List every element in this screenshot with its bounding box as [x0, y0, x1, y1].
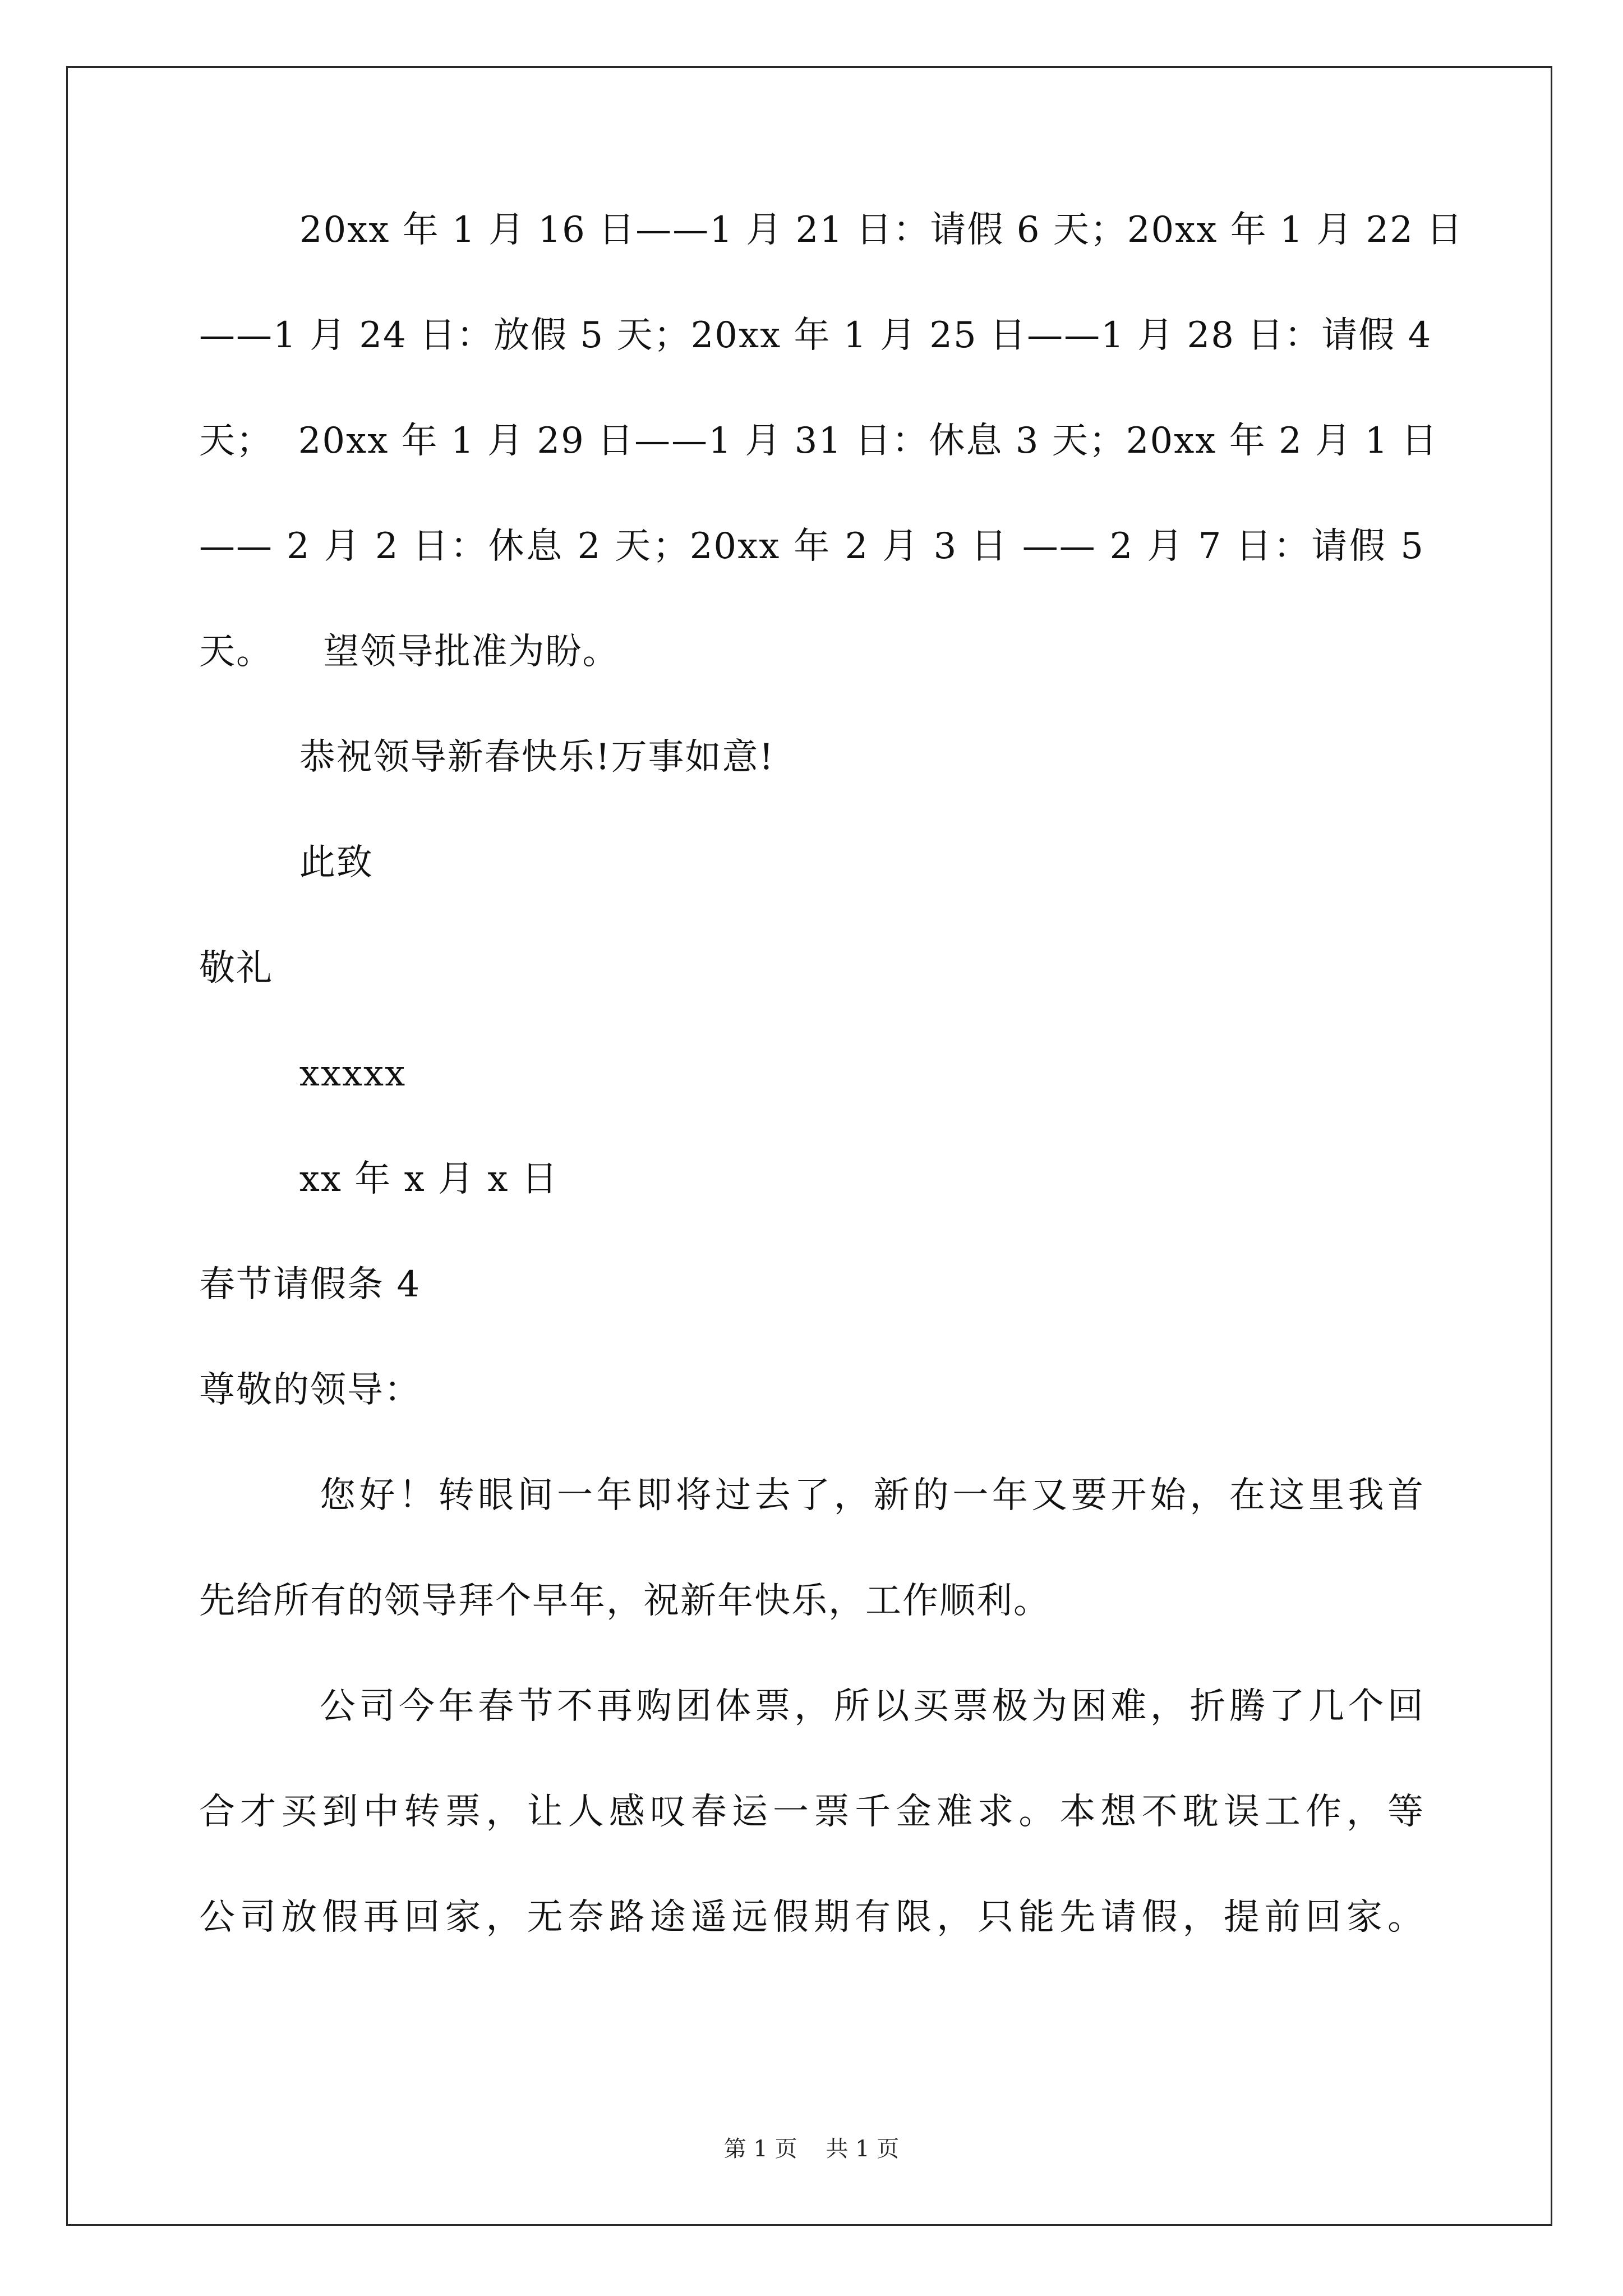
signature-name: xxxxx: [199, 1053, 407, 1094]
recipient-line: 尊敬的领导：: [199, 1369, 421, 1411]
text-line-13: 您好！转眼间一年即将过去了，新的一年又要开始，在这里我首: [199, 1475, 1424, 1516]
page-number-footer: 第 1 页 共 1 页: [723, 2136, 900, 2162]
text-line-3: 天； 20xx 年 1 月 29 日——1 月 31 日：休息 3 天；20xx 年 2 月 1 日: [199, 420, 1438, 462]
text-line-14: 先给所有的领导拜个早年，祝新年快乐，工作顺利。: [199, 1580, 1050, 1622]
section-heading: 春节请假条 4: [199, 1264, 421, 1305]
signature-date: xx 年 x 月 x 日: [199, 1158, 559, 1200]
text-line-17: 公司放假再回家，无奈路途遥远假期有限，只能先请假，提前回家。: [199, 1897, 1424, 1938]
greeting-line: 恭祝领导新春快乐!万事如意!: [199, 737, 775, 778]
text-line-1: 20xx 年 1 月 16 日——1 月 21 日：请假 6 天；20xx 年 1 月 22 日: [199, 209, 1464, 251]
text-line-15: 公司今年春节不再购团体票，所以买票极为困难，折腾了几个回: [199, 1686, 1424, 1727]
closing-line: 此致: [199, 842, 374, 884]
text-line-16: 合才买到中转票，让人感叹春运一票千金难求。本想不耽误工作，等: [199, 1791, 1424, 1833]
salutation-line: 敬礼: [199, 947, 273, 989]
text-line-2: ——1 月 24 日：放假 5 天；20xx 年 1 月 25 日——1 月 28 日：请假 4: [199, 315, 1432, 356]
text-line-5: 天。 望领导批准为盼。: [199, 631, 620, 673]
text-line-4: —— 2 月 2 日：休息 2 天；20xx 年 2 月 3 日 —— 2 月 7 日：请假 5: [199, 526, 1424, 567]
